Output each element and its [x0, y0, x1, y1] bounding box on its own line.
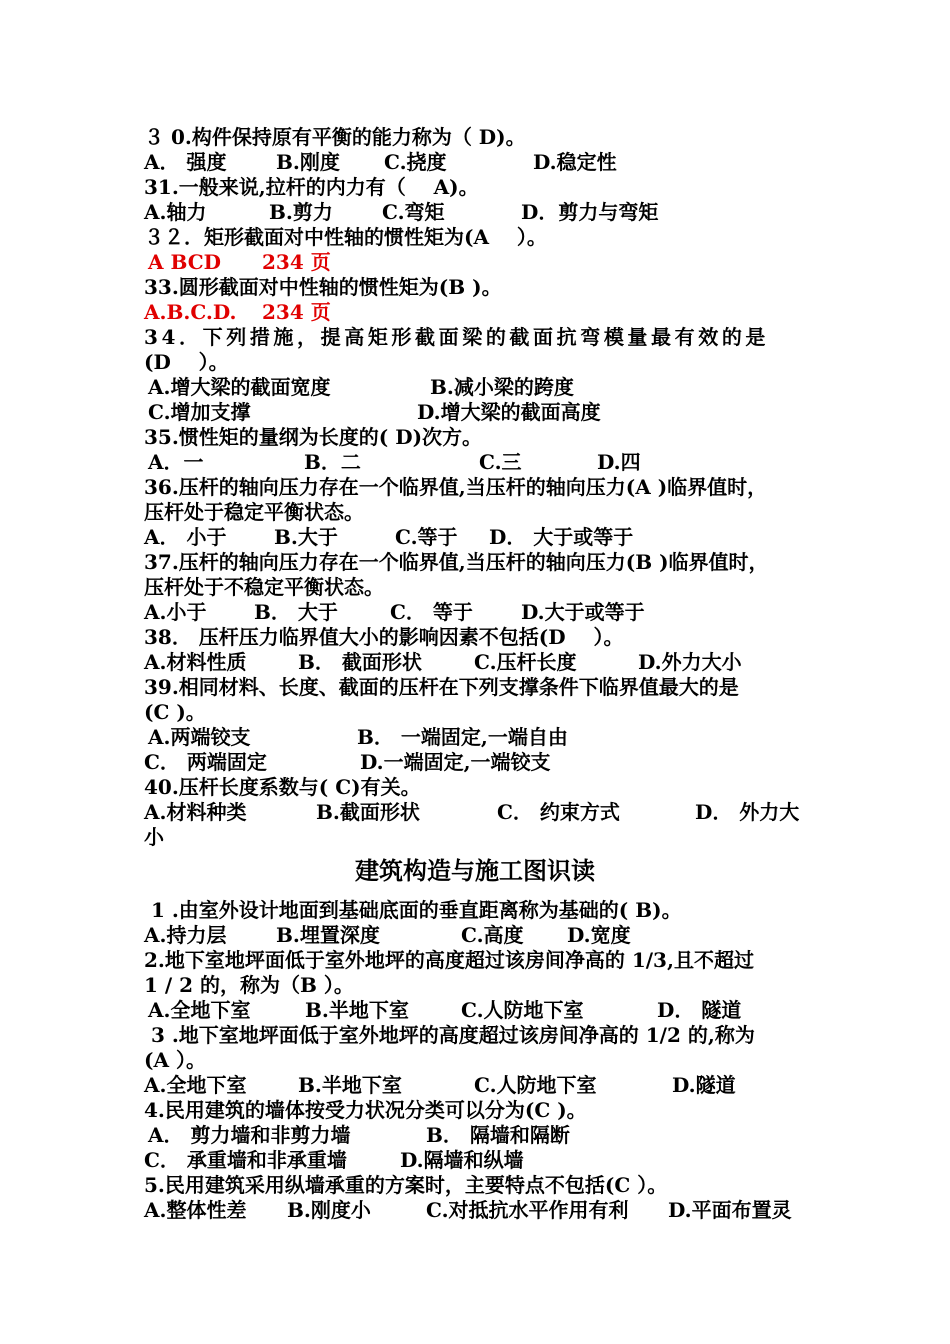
option: D.大于或等于 [521, 600, 645, 624]
option: B． 一端固定,一端自由 [357, 725, 568, 749]
question-32: ３２．矩形截面对中性轴的惯性矩为(A ）。 [144, 225, 547, 249]
option: C.增加支撑 [148, 400, 251, 424]
option: D.四 [597, 450, 641, 474]
option: A． 强度 [144, 150, 227, 174]
option: D.宽度 [567, 923, 631, 947]
option: A.持力层 [144, 923, 227, 947]
page-reference: 234 页 [262, 250, 331, 274]
option: D． 外力大 [695, 800, 800, 824]
answer-options: A BCD [148, 250, 222, 274]
option: C． 等于 [390, 600, 473, 624]
question-s2-2-line2: 1 / 2 的，称为（B ）。 [144, 973, 354, 997]
question-s2-3-line1: 3 .地下室地坪面低于室外地坪的高度超过该房间净高的 1/2 的,称为 [144, 1023, 755, 1047]
section-title: 建筑构造与施工图识读 [355, 856, 595, 885]
option: D.一端固定,一端铰支 [360, 750, 551, 774]
option: B.剪力 [269, 200, 333, 224]
option: B.减小梁的跨度 [430, 375, 574, 399]
option: B.半地下室 [305, 998, 409, 1022]
option: B.刚度小 [287, 1198, 371, 1222]
option: D.隧道 [672, 1073, 736, 1097]
option: C.高度 [461, 923, 524, 947]
option: D.稳定性 [533, 150, 617, 174]
option: C.对抵抗水平作用有利 [426, 1198, 629, 1222]
question-35: 35.惯性矩的量纲为长度的( D)次方。 [144, 425, 483, 449]
option: A.轴力 [144, 200, 207, 224]
option: B.埋置深度 [276, 923, 380, 947]
option: B.大于 [274, 525, 338, 549]
option: C． 承重墙和非承重墙 [144, 1148, 347, 1172]
option: A． 剪力墙和非剪力墙 [148, 1123, 351, 1147]
question-31: 31.一般来说,拉杆的内力有（ A)。 [144, 175, 479, 199]
question-s2-4: 4.民用建筑的墙体按受力状况分类可以分为(C )。 [144, 1098, 587, 1122]
option: C.挠度 [384, 150, 447, 174]
question-34-line2: (D ）。 [144, 350, 229, 374]
answer-options: A.B.C.D. [144, 300, 237, 324]
question-33: 33.圆形截面对中性轴的惯性矩为(B )。 [144, 275, 502, 299]
question-s2-3-line2: (A ）。 [144, 1048, 206, 1072]
question-s2-2-line1: 2.地下室地坪面低于室外地坪的高度超过该房间净高的 1/3,且不超过 [144, 948, 754, 972]
question-37-line2: 压杆处于不稳定平衡状态。 [144, 575, 384, 599]
option: A.增大梁的截面宽度 [148, 375, 331, 399]
option: A.材料性质 [144, 650, 247, 674]
question-34-line1: 34．下列措施，提高矩形截面梁的截面抗弯模量最有效的是 [144, 325, 770, 349]
option: A.小于 [144, 600, 207, 624]
option: D.外力大小 [638, 650, 742, 674]
option: B.截面形状 [316, 800, 420, 824]
option: A.整体性差 [144, 1198, 247, 1222]
question-39-line1: 39.相同材料、长度、截面的压杆在下列支撑条件下临界值最大的是 [144, 675, 739, 699]
question-s2-5: 5.民用建筑采用纵墙承重的方案时，主要特点不包括(C ）。 [144, 1173, 668, 1197]
option: D.隔墙和纵墙 [400, 1148, 524, 1172]
options-40-wrap: 小 [144, 825, 164, 849]
option: D．剪力与弯矩 [521, 200, 659, 224]
option: A． 小于 [144, 525, 227, 549]
option: C.人防地下室 [461, 998, 584, 1022]
option: A.全地下室 [148, 998, 251, 1022]
option: C.人防地下室 [474, 1073, 597, 1097]
question-s2-1: 1 .由室外设计地面到基础底面的垂直距离称为基础的( B)。 [144, 898, 682, 922]
option: A.材料种类 [144, 800, 247, 824]
option: D.增大梁的截面高度 [417, 400, 601, 424]
options-s2-5 [144, 1198, 792, 1342]
option: A.两端铰支 [148, 725, 251, 749]
option: A．一 [148, 450, 204, 474]
question-36-line1: 36.压杆的轴向压力存在一个临界值,当压杆的轴向压力(A )临界值时， [144, 475, 768, 499]
option: B.半地下室 [298, 1073, 402, 1097]
option: D． 隧道 [657, 998, 742, 1022]
option: C． 两端固定 [144, 750, 267, 774]
option: C.压杆长度 [474, 650, 577, 674]
option: C.三 [479, 450, 522, 474]
option: B． 隔墙和隔断 [426, 1123, 570, 1147]
option: B.刚度 [276, 150, 340, 174]
question-30: ３ 0.构件保持原有平衡的能力称为（ D)。 [144, 125, 526, 149]
option: A.全地下室 [144, 1073, 247, 1097]
option: B．二 [304, 450, 361, 474]
question-36-line2: 压杆处于稳定平衡状态。 [144, 500, 364, 524]
option: C.弯矩 [382, 200, 445, 224]
option: D.平面布置灵 [668, 1198, 792, 1222]
option: C． 约束方式 [497, 800, 620, 824]
question-39-line2: (C )。 [144, 700, 206, 724]
option: B． 大于 [254, 600, 338, 624]
question-37-line1: 37.压杆的轴向压力存在一个临界值,当压杆的轴向压力(B )临界值时， [144, 550, 769, 574]
question-38: 38． 压杆压力临界值大小的影响因素不包括(D ）。 [144, 625, 624, 649]
page-reference: 234 页 [262, 300, 331, 324]
option: D． 大于或等于 [489, 525, 634, 549]
question-40: 40.压杆长度系数与( C)有关。 [144, 775, 421, 799]
option: C.等于 [395, 525, 458, 549]
option: B． 截面形状 [298, 650, 422, 674]
